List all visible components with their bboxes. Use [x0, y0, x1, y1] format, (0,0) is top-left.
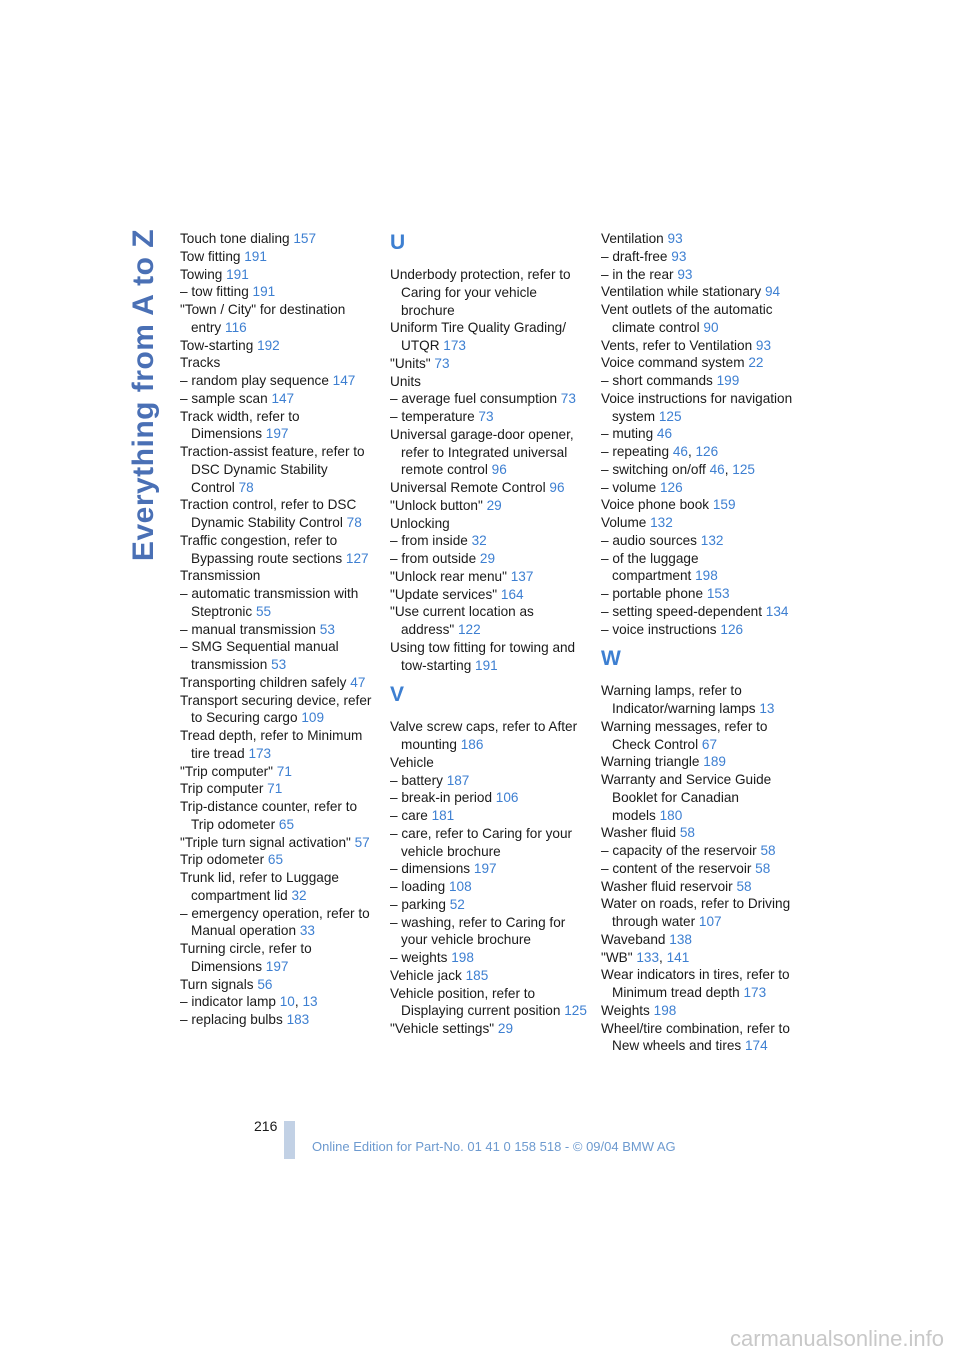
- index-entry: [390, 878, 590, 896]
- index-entry-text: – capacity of the reservoir: [601, 843, 757, 858]
- page-link[interactable]: 134: [765, 603, 789, 619]
- index-entry-text: Wear indicators in tires, refer to Minimum tread depth: [601, 967, 790, 1000]
- page-link[interactable]: 90: [703, 319, 719, 335]
- page-link[interactable]: 173: [443, 338, 466, 353]
- page-link[interactable]: 147: [332, 373, 356, 388]
- index-entry: [601, 532, 801, 550]
- index-entry: [180, 408, 380, 444]
- index-entry: [601, 878, 801, 896]
- watermark: carmanualsonline.info: [729, 1326, 944, 1351]
- index-entry: [390, 789, 590, 807]
- index-entry-text: – washing, refer to Caring for your vehicle brochure: [390, 914, 566, 948]
- page-link[interactable]: 191: [244, 248, 267, 264]
- index-entry-text: Vehicle position, refer to Displaying current position: [390, 985, 561, 1019]
- index-entry: [390, 355, 590, 373]
- page-link[interactable]: 93: [677, 266, 693, 282]
- index-entry: [180, 585, 380, 621]
- index-entry-text: Vehicle: [390, 754, 434, 770]
- index-entry: [180, 230, 380, 248]
- index-entry-text: Uniform Tire Quality Grading/ UTQR: [390, 320, 567, 353]
- index-entry: [601, 248, 801, 266]
- section-letter: W: [601, 647, 621, 671]
- index-entry: [390, 949, 590, 967]
- page-link[interactable]: 65: [278, 816, 295, 832]
- page-link[interactable]: 73: [560, 391, 576, 407]
- index-column-2: [390, 230, 590, 1038]
- index-entry: [390, 985, 590, 1021]
- index-entry: [390, 532, 590, 550]
- page-link[interactable]: 71: [267, 781, 283, 797]
- index-entry-text: Underbody protection, refer to Caring for your vehicle brochure: [390, 267, 571, 318]
- index-entry: [180, 567, 380, 585]
- index-entry-text: Turn signals: [180, 976, 254, 992]
- page-link[interactable]: 125: [732, 461, 755, 477]
- index-entry-text: Vent outlets of the automatic climate control: [601, 302, 773, 335]
- index-entry: [601, 283, 801, 301]
- index-entry-text: – audio sources: [601, 532, 697, 548]
- index-entry-text: – voice instructions: [601, 621, 717, 637]
- index-entry: [180, 798, 380, 834]
- index-entry-text: – dimensions: [390, 861, 471, 877]
- index-entry-text: – average fuel consumption: [390, 391, 558, 407]
- index-entry: [601, 230, 801, 248]
- index-entry: [390, 497, 590, 515]
- index-entry-text: – portable phone: [601, 586, 704, 601]
- page-link[interactable]: 109: [301, 710, 325, 726]
- index-entry: [180, 638, 380, 674]
- index-entry-text: "Vehicle settings": [390, 1021, 495, 1036]
- index-entry-text: "Units": [390, 355, 431, 371]
- index-entry: [180, 869, 380, 905]
- page-link[interactable]: 58: [679, 825, 695, 841]
- index-entry: [180, 248, 380, 266]
- page-link[interactable]: 52: [449, 896, 465, 912]
- page-link[interactable]: 46: [656, 426, 673, 442]
- index-entry-text: Ventilation: [601, 231, 664, 246]
- index-entry: – repeating 46, 126: [601, 444, 719, 459]
- index-entry: [390, 515, 590, 533]
- page-link[interactable]: 78: [238, 479, 254, 495]
- page-link[interactable]: 125: [564, 1003, 587, 1019]
- section-letter: V: [390, 683, 405, 707]
- page-link[interactable]: 13: [302, 994, 318, 1010]
- index-column-1: [180, 230, 380, 1029]
- index-column-3: [601, 230, 801, 1055]
- page-link[interactable]: 53: [271, 657, 287, 672]
- index-entry: [390, 825, 590, 861]
- page-link[interactable]: 153: [706, 586, 730, 601]
- index-entry-text: Tracks: [180, 355, 221, 371]
- page-link[interactable]: 133: [636, 949, 660, 965]
- index-entry: [180, 337, 380, 355]
- page-link[interactable]: 22: [748, 355, 764, 371]
- index-entry-text: – parking: [390, 896, 446, 912]
- index-entry: [390, 479, 590, 497]
- page-link[interactable]: 78: [346, 515, 362, 530]
- index-entry: [390, 1020, 590, 1038]
- index-entry: [180, 905, 380, 941]
- page-link[interactable]: 71: [276, 763, 292, 779]
- index-entry: [601, 753, 801, 771]
- page-link[interactable]: 116: [225, 319, 247, 335]
- index-entry-text: – muting: [601, 426, 654, 442]
- page-link[interactable]: 197: [473, 861, 497, 877]
- index-entry: [390, 718, 590, 754]
- page-link[interactable]: 132: [650, 515, 673, 530]
- page-link[interactable]: 137: [510, 568, 534, 584]
- page-link[interactable]: 126: [695, 444, 719, 459]
- index-entry-text: "WB": [601, 949, 633, 965]
- index-entry-text: Transmission: [180, 568, 261, 584]
- index-entry-text: Water on roads, refer to Driving through water: [601, 896, 791, 929]
- index-entry-text: "Unlock rear menu": [390, 568, 507, 584]
- index-entry-text: – manual transmission: [180, 621, 316, 637]
- page-link[interactable]: 181: [431, 808, 455, 823]
- page-link[interactable]: 138: [669, 931, 692, 947]
- index-entry: [601, 585, 801, 603]
- index-entry: [601, 718, 801, 754]
- index-entry-text: – SMG Sequential manual transmission: [180, 639, 339, 672]
- page-number: 216: [254, 1118, 278, 1134]
- index-entry: [180, 372, 380, 390]
- footer-bar: [284, 1121, 295, 1159]
- index-entry-text: Vehicle jack: [390, 967, 462, 983]
- page-link[interactable]: 56: [257, 976, 273, 992]
- side-title-text: Everything from A to Z: [127, 228, 160, 562]
- index-entry-text: – sample scan: [180, 390, 268, 406]
- index-entry: [601, 1020, 801, 1056]
- index-entry-text: – repeating: [601, 444, 670, 459]
- index-entry: [180, 1011, 380, 1029]
- page-link[interactable]: 57: [354, 834, 370, 850]
- index-entry-text: Trunk lid, refer to Luggage compartment lid: [180, 870, 339, 903]
- page-link[interactable]: 192: [257, 337, 280, 353]
- page-link[interactable]: 157: [293, 231, 317, 246]
- index-entry-text: – care, refer to Caring for your vehicle brochure: [390, 825, 573, 859]
- page-link[interactable]: 186: [460, 737, 484, 752]
- index-entry-text: Trip computer: [180, 781, 264, 797]
- index-entry-text: – weights: [390, 950, 448, 965]
- index-entry-text: – automatic transmission with Steptronic: [180, 586, 359, 619]
- page-link[interactable]: 58: [755, 860, 771, 876]
- page-link[interactable]: 33: [299, 923, 315, 939]
- index-entry: [180, 266, 380, 284]
- page-link[interactable]: 125: [658, 408, 682, 424]
- index-entry: [180, 301, 380, 337]
- index-entry: [390, 860, 590, 878]
- page-link[interactable]: 141: [666, 949, 690, 965]
- page-link[interactable]: 127: [345, 550, 369, 566]
- section-letter: U: [390, 231, 406, 254]
- index-entry-text: Universal Remote Control: [390, 480, 546, 495]
- page-link[interactable]: 53: [319, 621, 335, 637]
- page-link[interactable]: 10: [279, 994, 295, 1010]
- page-link[interactable]: 197: [265, 426, 289, 442]
- page-link[interactable]: 173: [248, 745, 272, 761]
- index-entry-text: – indicator lamp: [180, 994, 276, 1010]
- index-entry: [180, 780, 380, 798]
- page-link[interactable]: 189: [703, 754, 726, 770]
- index-entry-text: Voice instructions for navigation system: [601, 390, 793, 424]
- page-link[interactable]: 58: [760, 843, 776, 858]
- index-entry-text: "Update services": [390, 586, 498, 602]
- index-entry: [601, 266, 801, 284]
- index-entry: [601, 1002, 801, 1020]
- index-entry-text: Washer fluid: [601, 825, 677, 841]
- index-entry: [180, 390, 380, 408]
- index-entry: [390, 550, 590, 568]
- page-link[interactable]: 174: [744, 1038, 768, 1054]
- index-entry: [180, 443, 380, 496]
- page-link[interactable]: 159: [712, 497, 736, 513]
- index-entry: [390, 754, 590, 772]
- page-link[interactable]: 164: [500, 586, 524, 602]
- index-entry: [180, 692, 380, 728]
- index-entry-text: Track width, refer to Dimensions: [180, 408, 300, 442]
- index-entry: [601, 603, 801, 621]
- page-link[interactable]: 197: [265, 958, 289, 974]
- index-entry-text: Traffic congestion, refer to Bypassing route sections: [180, 532, 343, 566]
- index-entry: [601, 301, 801, 337]
- index-entry-text: Ventilation while stationary: [601, 284, 762, 300]
- page-link[interactable]: 29: [486, 497, 502, 513]
- index-entry-text: Universal garage-door opener, refer to Integrated universal remote control: [390, 426, 574, 478]
- index-entry-text: – emergency operation, refer to Manual operation: [180, 905, 370, 939]
- index-entry: [601, 824, 801, 842]
- index-entry-text: Using tow fitting for towing and tow-starting: [390, 639, 576, 673]
- page-link[interactable]: 47: [350, 674, 366, 690]
- index-entry-text: – battery: [390, 772, 443, 788]
- index-entry-text: Tread depth, refer to Minimum tire tread: [180, 728, 363, 761]
- index-entry: [601, 337, 801, 355]
- page-link[interactable]: 106: [495, 790, 519, 806]
- page-link[interactable]: 126: [659, 479, 683, 495]
- index-entry-text: "Use current location as address": [390, 604, 534, 637]
- page-link[interactable]: 46: [709, 461, 725, 477]
- index-entry-text: Transport securing device, refer to Securing cargo: [180, 692, 372, 726]
- index-entry: [601, 390, 801, 426]
- index-entry-text: – in the rear: [601, 266, 674, 282]
- page-link[interactable]: 187: [446, 772, 470, 788]
- index-entry: [390, 603, 590, 639]
- index-entry-text: Warning messages, refer to Check Control: [601, 718, 768, 752]
- page-link[interactable]: 107: [698, 914, 722, 929]
- index-entry: [390, 896, 590, 914]
- index-entry-text: Voice phone book: [601, 497, 710, 513]
- page-link[interactable]: 183: [286, 1012, 310, 1027]
- index-entry: [601, 682, 801, 718]
- index-entry-text: Voice command system: [601, 355, 745, 371]
- page-link[interactable]: 147: [271, 390, 295, 406]
- index-entry: [180, 532, 380, 568]
- index-entry-text: Traction-assist feature, refer to DSC Dynamic Stability Control: [180, 444, 365, 495]
- page-link[interactable]: 132: [700, 532, 724, 548]
- index-entry-text: Turning circle, refer to Dimensions: [180, 941, 312, 974]
- index-entry-text: Touch tone dialing: [180, 231, 290, 246]
- index-entry-text: – replacing bulbs: [180, 1012, 283, 1027]
- page-link[interactable]: 65: [267, 852, 284, 868]
- index-entry-text: Weights: [601, 1002, 650, 1018]
- index-entry: [390, 639, 590, 675]
- index-entry: [180, 674, 380, 692]
- index-entry-text: – temperature: [390, 409, 475, 424]
- index-entry-text: Warning lamps, refer to Indicator/warning lamps: [601, 683, 756, 716]
- page-link[interactable]: 180: [659, 807, 683, 823]
- index-entry-text: – volume: [601, 479, 657, 495]
- index-entry-text: – break-in period: [390, 790, 493, 806]
- index-entry: [390, 568, 590, 586]
- index-entry: [180, 283, 380, 301]
- index-entry-text: Transporting children safely: [180, 674, 347, 690]
- index-entry: [390, 586, 590, 604]
- page-link[interactable]: 191: [226, 266, 249, 282]
- index-entry: – indicator lamp 10, 13: [180, 994, 318, 1010]
- page-link[interactable]: 46: [672, 444, 688, 459]
- page-link[interactable]: 96: [549, 480, 565, 495]
- page-link[interactable]: 93: [755, 337, 772, 353]
- index-entry-text: Tow fitting: [180, 248, 241, 264]
- index-entry: [601, 479, 801, 497]
- index-entry: [180, 851, 380, 869]
- page-link[interactable]: 93: [667, 231, 683, 246]
- index-entry: [390, 390, 590, 408]
- index-entry: [601, 842, 801, 860]
- index-entry-text: – switching on/off: [601, 461, 706, 477]
- page-link[interactable]: 191: [252, 284, 276, 300]
- index-entry: [601, 621, 801, 639]
- index-entry: [390, 373, 590, 391]
- page-link[interactable]: 198: [653, 1002, 677, 1018]
- index-entry: [601, 496, 801, 514]
- page-link[interactable]: 126: [720, 621, 744, 637]
- index-entry-text: "Unlock button": [390, 497, 483, 513]
- index-entry: [390, 967, 590, 985]
- page-link[interactable]: 32: [471, 533, 487, 549]
- page-link[interactable]: 67: [701, 736, 718, 752]
- index-entry-text: – loading: [390, 879, 446, 894]
- index-entry-text: "Trip computer": [180, 763, 273, 779]
- index-entry: "WB" 133, 141: [601, 949, 690, 965]
- index-entry-text: – short commands: [601, 373, 713, 388]
- page-link[interactable]: 199: [716, 373, 740, 388]
- index-entry: [390, 914, 590, 950]
- index-entry: [601, 931, 801, 949]
- index-entry: [180, 621, 380, 639]
- index-entry: [180, 354, 380, 372]
- index-entry: [180, 763, 380, 781]
- page-link[interactable]: 122: [457, 622, 481, 637]
- index-entry: [180, 940, 380, 976]
- index-entry: [601, 354, 801, 372]
- index-entry-text: Trip odometer: [180, 852, 265, 868]
- page-link[interactable]: 94: [764, 284, 781, 300]
- index-entry-text: Towing: [180, 266, 223, 282]
- footer-text: Online Edition for Part-No. 01 41 0 158 518 - © 09/04 BMW AG: [312, 1139, 676, 1154]
- index-entry: [601, 372, 801, 390]
- index-entry-text: – of the luggage compartment: [601, 550, 699, 584]
- side-title: [122, 230, 166, 560]
- index-entry-text: – tow fitting: [180, 284, 249, 300]
- index-entry-text: – care: [390, 808, 428, 823]
- index-entry: [390, 426, 590, 479]
- index-entry: [601, 425, 801, 443]
- index-entry: – switching on/off 46, 125: [601, 461, 755, 477]
- index-entry-text: "Triple turn signal activation": [180, 834, 351, 850]
- index-entry: [180, 496, 380, 532]
- index-entry-text: – random play sequence: [180, 373, 329, 388]
- page-link[interactable]: 29: [497, 1021, 514, 1036]
- index-entry-text: Unlocking: [390, 515, 450, 531]
- index-entry: [390, 772, 590, 790]
- index-entry-text: Vents, refer to Ventilation: [601, 337, 753, 353]
- page-link[interactable]: 185: [465, 967, 489, 983]
- index-entry-text: Warning triangle: [601, 754, 700, 770]
- page-link[interactable]: 198: [451, 950, 474, 965]
- index-entry-text: – from outside: [390, 551, 477, 566]
- page-link[interactable]: 73: [478, 409, 494, 424]
- page-link[interactable]: 55: [256, 603, 272, 619]
- index-entry: [180, 976, 380, 994]
- index-entry-text: "Town / City" for destination entry: [180, 302, 346, 335]
- index-entry: [390, 266, 590, 319]
- index-entry-text: Volume: [601, 515, 647, 530]
- index-entry: [601, 966, 801, 1002]
- index-entry-text: – setting speed-dependent: [601, 603, 762, 619]
- page-link[interactable]: 173: [743, 985, 767, 1000]
- index-entry-text: Traction control, refer to DSC Dynamic Stability Control: [180, 497, 357, 530]
- index-entry: [601, 860, 801, 878]
- index-entry-text: Washer fluid reservoir: [601, 878, 733, 894]
- index-entry: [601, 550, 801, 586]
- index-entry-text: – from inside: [390, 533, 468, 549]
- index-entry: [601, 895, 801, 931]
- page-link[interactable]: 73: [434, 355, 450, 371]
- index-entry-text: Tow-starting: [180, 337, 254, 353]
- page-link[interactable]: 96: [491, 462, 507, 478]
- index-entry-text: Wheel/tire combination, refer to New wheels and tires: [601, 1020, 790, 1054]
- index-entry-text: Trip-distance counter, refer to Trip odometer: [180, 799, 358, 832]
- page-link[interactable]: 29: [479, 551, 496, 566]
- index-entry: [390, 408, 590, 426]
- index-entry-text: Valve screw caps, refer to After mounting: [390, 719, 578, 752]
- index-entry: [601, 771, 801, 824]
- page-link[interactable]: 32: [291, 887, 307, 903]
- index-entry: [390, 319, 590, 355]
- page-link[interactable]: 191: [475, 657, 498, 673]
- index-entry: [180, 834, 380, 852]
- page-link[interactable]: 13: [759, 701, 775, 716]
- page-link[interactable]: 58: [736, 878, 752, 894]
- page-link[interactable]: 93: [671, 248, 687, 264]
- page-link[interactable]: 108: [448, 879, 472, 894]
- index-entry-text: Waveband: [601, 931, 666, 947]
- index-entry-text: – content of the reservoir: [601, 860, 752, 876]
- index-entry-text: – draft-free: [601, 248, 668, 264]
- index-entry: [601, 514, 801, 532]
- page-link[interactable]: 198: [695, 568, 718, 584]
- index-entry-text: Units: [390, 373, 421, 389]
- index-entry: [390, 807, 590, 825]
- index-entry-text: Warranty and Service Guide Booklet for Canadian models: [601, 772, 772, 823]
- index-entry: [180, 727, 380, 763]
